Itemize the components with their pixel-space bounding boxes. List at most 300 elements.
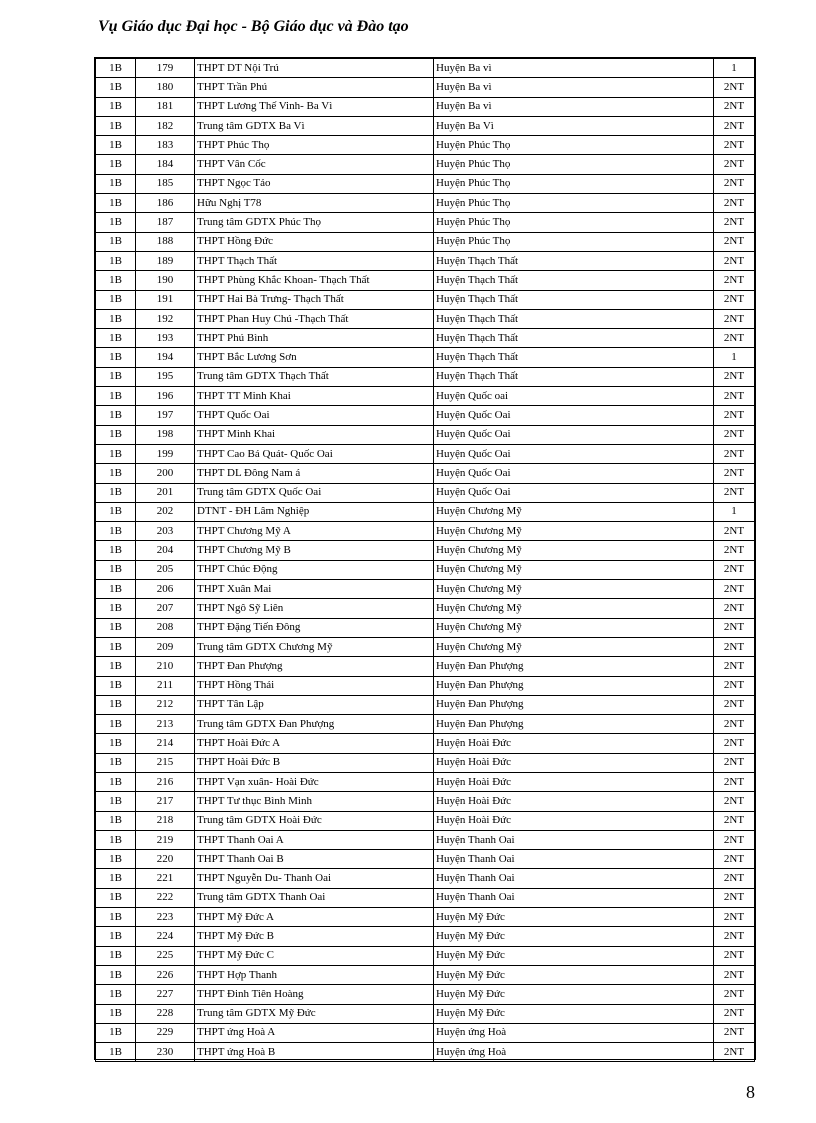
zone-cell: 2NT: [714, 1043, 755, 1062]
region-code-cell: 1B: [96, 251, 136, 270]
district-cell: Huyện Phúc Thọ: [434, 232, 714, 251]
school-name-cell: THPT Chúc Động: [195, 560, 434, 579]
table-row: [96, 444, 755, 463]
region-code-cell: 1B: [96, 78, 136, 97]
district-cell: Huyện Chương Mỹ: [434, 522, 714, 541]
school-name-cell: Trung tâm GDTX Quốc Oai: [195, 483, 434, 502]
zone-cell: 2NT: [714, 560, 755, 579]
school-name-cell: DTNT - ĐH Lâm Nghiệp: [195, 502, 434, 521]
school-code-cell: 181: [136, 97, 195, 116]
school-code-cell: 192: [136, 309, 195, 328]
zone-cell: 2NT: [714, 1004, 755, 1023]
zone-cell: 2NT: [714, 444, 755, 463]
school-code-cell: 196: [136, 387, 195, 406]
table-row: [96, 869, 755, 888]
school-name-cell: THPT Đinh Tiên Hoàng: [195, 985, 434, 1004]
school-code-cell: 218: [136, 811, 195, 830]
school-code-cell: 193: [136, 329, 195, 348]
table-row: [96, 78, 755, 97]
district-cell: Huyện Quốc oai: [434, 387, 714, 406]
school-code-cell: 214: [136, 734, 195, 753]
district-cell: Huyện Chương Mỹ: [434, 599, 714, 618]
table-row: [96, 483, 755, 502]
table-row: [96, 271, 755, 290]
school-name-cell: THPT DT Nội Trú: [195, 59, 434, 78]
school-code-cell: 215: [136, 753, 195, 772]
school-name-cell: THPT ứng Hoà A: [195, 1023, 434, 1042]
region-code-cell: 1B: [96, 618, 136, 637]
school-code-cell: 185: [136, 174, 195, 193]
zone-cell: 2NT: [714, 830, 755, 849]
zone-cell: 2NT: [714, 425, 755, 444]
table-row: [96, 174, 755, 193]
zone-cell: 2NT: [714, 406, 755, 425]
zone-cell: 2NT: [714, 97, 755, 116]
region-code-cell: 1B: [96, 425, 136, 444]
region-code-cell: 1B: [96, 657, 136, 676]
school-name-cell: THPT Cao Bá Quát- Quốc Oai: [195, 444, 434, 463]
table-row: [96, 830, 755, 849]
school-name-cell: THPT Mỹ Đức B: [195, 927, 434, 946]
school-code-cell: 225: [136, 946, 195, 965]
table-row: [96, 97, 755, 116]
region-code-cell: 1B: [96, 155, 136, 174]
table-row: [96, 59, 755, 78]
zone-cell: 2NT: [714, 850, 755, 869]
school-name-cell: THPT Vạn xuân- Hoài Đức: [195, 772, 434, 791]
school-code-cell: 220: [136, 850, 195, 869]
table-row: [96, 541, 755, 560]
zone-cell: 2NT: [714, 213, 755, 232]
table-row: [96, 580, 755, 599]
zone-cell: 2NT: [714, 387, 755, 406]
district-cell: Huyện Chương Mỹ: [434, 560, 714, 579]
region-code-cell: 1B: [96, 927, 136, 946]
table-row: [96, 908, 755, 927]
region-code-cell: 1B: [96, 772, 136, 791]
district-cell: Huyện Đan Phượng: [434, 676, 714, 695]
region-code-cell: 1B: [96, 483, 136, 502]
zone-cell: 2NT: [714, 869, 755, 888]
district-cell: Huyện Mỹ Đức: [434, 1004, 714, 1023]
region-code-cell: 1B: [96, 213, 136, 232]
zone-cell: 2NT: [714, 753, 755, 772]
table-row: [96, 927, 755, 946]
region-code-cell: 1B: [96, 676, 136, 695]
school-code-cell: 205: [136, 560, 195, 579]
district-cell: Huyện Ba vì: [434, 97, 714, 116]
table-row: [96, 618, 755, 637]
school-name-cell: THPT Đan Phượng: [195, 657, 434, 676]
school-code-cell: 217: [136, 792, 195, 811]
district-cell: Huyện Quốc Oai: [434, 406, 714, 425]
table-row: [96, 290, 755, 309]
zone-cell: 2NT: [714, 541, 755, 560]
zone-cell: 2NT: [714, 657, 755, 676]
table-row: [96, 753, 755, 772]
zone-cell: 2NT: [714, 309, 755, 328]
zone-cell: 2NT: [714, 232, 755, 251]
region-code-cell: 1B: [96, 580, 136, 599]
table-row: [96, 1043, 755, 1062]
table-row: [96, 329, 755, 348]
region-code-cell: 1B: [96, 522, 136, 541]
school-name-cell: THPT Hoài Đức B: [195, 753, 434, 772]
district-cell: Huyện Phúc Thọ: [434, 136, 714, 155]
region-code-cell: 1B: [96, 637, 136, 656]
school-name-cell: THPT TT Minh Khai: [195, 387, 434, 406]
school-name-cell: THPT Trần Phú: [195, 78, 434, 97]
district-cell: Huyện Quốc Oai: [434, 483, 714, 502]
school-table-body: [96, 59, 755, 1062]
region-code-cell: 1B: [96, 309, 136, 328]
school-code-cell: 198: [136, 425, 195, 444]
school-name-cell: THPT Ngô Sỹ Liên: [195, 599, 434, 618]
school-name-cell: THPT Tân Lập: [195, 695, 434, 714]
region-code-cell: 1B: [96, 695, 136, 714]
zone-cell: 2NT: [714, 985, 755, 1004]
school-code-cell: 227: [136, 985, 195, 1004]
region-code-cell: 1B: [96, 811, 136, 830]
district-cell: Huyện Hoài Đức: [434, 734, 714, 753]
zone-cell: 1: [714, 59, 755, 78]
page-number: 8: [746, 1082, 755, 1102]
school-code-cell: 208: [136, 618, 195, 637]
school-code-cell: 180: [136, 78, 195, 97]
table-row: [96, 599, 755, 618]
district-cell: Huyện Hoài Đức: [434, 811, 714, 830]
zone-cell: 2NT: [714, 927, 755, 946]
zone-cell: 2NT: [714, 522, 755, 541]
region-code-cell: 1B: [96, 348, 136, 367]
school-name-cell: Trung tâm GDTX Hoài Đức: [195, 811, 434, 830]
district-cell: Huyện Thạch Thất: [434, 367, 714, 386]
school-name-cell: THPT Xuân Mai: [195, 580, 434, 599]
region-code-cell: 1B: [96, 946, 136, 965]
school-code-cell: 221: [136, 869, 195, 888]
district-cell: Huyện Mỹ Đức: [434, 985, 714, 1004]
district-cell: Huyện Phúc Thọ: [434, 194, 714, 213]
district-cell: Huyện Quốc Oai: [434, 464, 714, 483]
zone-cell: 2NT: [714, 1023, 755, 1042]
school-name-cell: THPT Đặng Tiến Đông: [195, 618, 434, 637]
district-cell: Huyện Chương Mỹ: [434, 618, 714, 637]
region-code-cell: 1B: [96, 387, 136, 406]
district-cell: Huyện Đan Phượng: [434, 657, 714, 676]
zone-cell: 2NT: [714, 116, 755, 135]
school-code-cell: 224: [136, 927, 195, 946]
school-name-cell: THPT Lương Thế Vinh- Ba Vì: [195, 97, 434, 116]
school-code-cell: 179: [136, 59, 195, 78]
zone-cell: 2NT: [714, 888, 755, 907]
zone-cell: 2NT: [714, 618, 755, 637]
district-cell: Huyện Quốc Oai: [434, 425, 714, 444]
region-code-cell: 1B: [96, 464, 136, 483]
school-code-cell: 182: [136, 116, 195, 135]
school-code-cell: 188: [136, 232, 195, 251]
district-cell: Huyện Đan Phượng: [434, 695, 714, 714]
school-name-cell: THPT Thanh Oai B: [195, 850, 434, 869]
district-cell: Huyện Ba vì: [434, 78, 714, 97]
region-code-cell: 1B: [96, 367, 136, 386]
school-code-cell: 194: [136, 348, 195, 367]
table-row: [96, 946, 755, 965]
table-row: [96, 657, 755, 676]
table-row: [96, 676, 755, 695]
region-code-cell: 1B: [96, 715, 136, 734]
school-name-cell: THPT Minh Khai: [195, 425, 434, 444]
school-name-cell: Trung tâm GDTX Thạch Thất: [195, 367, 434, 386]
school-code-cell: 199: [136, 444, 195, 463]
region-code-cell: 1B: [96, 541, 136, 560]
district-cell: Huyện Ba vì: [434, 59, 714, 78]
region-code-cell: 1B: [96, 116, 136, 135]
district-cell: Huyện Thạch Thất: [434, 271, 714, 290]
school-code-cell: 195: [136, 367, 195, 386]
district-cell: Huyện Mỹ Đức: [434, 927, 714, 946]
zone-cell: 2NT: [714, 329, 755, 348]
zone-cell: 2NT: [714, 251, 755, 270]
zone-cell: 2NT: [714, 271, 755, 290]
school-name-cell: Trung tâm GDTX Thanh Oai: [195, 888, 434, 907]
region-code-cell: 1B: [96, 1023, 136, 1042]
zone-cell: 2NT: [714, 637, 755, 656]
zone-cell: 2NT: [714, 464, 755, 483]
district-cell: Huyện Thanh Oai: [434, 869, 714, 888]
school-name-cell: THPT Phúc Thọ: [195, 136, 434, 155]
district-cell: Huyện Thạch Thất: [434, 329, 714, 348]
district-cell: Huyện Thanh Oai: [434, 888, 714, 907]
district-cell: Huyện Chương Mỹ: [434, 502, 714, 521]
table-row: [96, 734, 755, 753]
district-cell: Huyện Mỹ Đức: [434, 908, 714, 927]
region-code-cell: 1B: [96, 406, 136, 425]
table-row: [96, 232, 755, 251]
school-name-cell: THPT Phùng Khắc Khoan- Thạch Thất: [195, 271, 434, 290]
table-row: [96, 387, 755, 406]
school-code-cell: 204: [136, 541, 195, 560]
school-code-cell: 207: [136, 599, 195, 618]
table-row: [96, 560, 755, 579]
region-code-cell: 1B: [96, 444, 136, 463]
school-name-cell: THPT Hợp Thanh: [195, 965, 434, 984]
district-cell: Huyện Phúc Thọ: [434, 155, 714, 174]
school-code-cell: 189: [136, 251, 195, 270]
region-code-cell: 1B: [96, 599, 136, 618]
school-name-cell: THPT ứng Hoà B: [195, 1043, 434, 1062]
school-table: [94, 57, 756, 1060]
school-name-cell: THPT Thanh Oai A: [195, 830, 434, 849]
region-code-cell: 1B: [96, 830, 136, 849]
zone-cell: 2NT: [714, 811, 755, 830]
region-code-cell: 1B: [96, 194, 136, 213]
table-row: [96, 348, 755, 367]
table-row: [96, 792, 755, 811]
zone-cell: 2NT: [714, 155, 755, 174]
school-name-cell: THPT Phú Bình: [195, 329, 434, 348]
school-name-cell: Trung tâm GDTX Mỹ Đức: [195, 1004, 434, 1023]
school-name-cell: Trung tâm GDTX Ba Vì: [195, 116, 434, 135]
school-name-cell: THPT Mỹ Đức A: [195, 908, 434, 927]
table-row: [96, 985, 755, 1004]
district-cell: Huyện Quốc Oai: [434, 444, 714, 463]
zone-cell: 2NT: [714, 908, 755, 927]
region-code-cell: 1B: [96, 290, 136, 309]
table-row: [96, 1023, 755, 1042]
district-cell: Huyện Thạch Thất: [434, 290, 714, 309]
zone-cell: 2NT: [714, 483, 755, 502]
zone-cell: 2NT: [714, 174, 755, 193]
district-cell: Huyện Thanh Oai: [434, 830, 714, 849]
school-name-cell: Trung tâm GDTX Chương Mỹ: [195, 637, 434, 656]
school-code-cell: 201: [136, 483, 195, 502]
region-code-cell: 1B: [96, 753, 136, 772]
school-code-cell: 223: [136, 908, 195, 927]
school-name-cell: THPT Thạch Thất: [195, 251, 434, 270]
table-row: [96, 425, 755, 444]
region-code-cell: 1B: [96, 734, 136, 753]
district-cell: Huyện Ba Vì: [434, 116, 714, 135]
table-row: [96, 502, 755, 521]
region-code-cell: 1B: [96, 1004, 136, 1023]
zone-cell: 2NT: [714, 676, 755, 695]
school-name-cell: THPT Bắc Lương Sơn: [195, 348, 434, 367]
school-code-cell: 212: [136, 695, 195, 714]
school-code-cell: 211: [136, 676, 195, 695]
zone-cell: 2NT: [714, 734, 755, 753]
table-row: [96, 695, 755, 714]
table-row: [96, 1004, 755, 1023]
zone-cell: 2NT: [714, 715, 755, 734]
district-cell: Huyện Đan Phượng: [434, 715, 714, 734]
school-code-cell: 228: [136, 1004, 195, 1023]
school-code-cell: 222: [136, 888, 195, 907]
table-row: [96, 155, 755, 174]
region-code-cell: 1B: [96, 792, 136, 811]
school-code-cell: 183: [136, 136, 195, 155]
zone-cell: 2NT: [714, 367, 755, 386]
table-row: [96, 136, 755, 155]
school-name-cell: THPT Mỹ Đức C: [195, 946, 434, 965]
school-code-cell: 230: [136, 1043, 195, 1062]
school-name-cell: THPT Ngọc Tảo: [195, 174, 434, 193]
school-code-cell: 191: [136, 290, 195, 309]
school-name-cell: THPT Vân Cốc: [195, 155, 434, 174]
school-name-cell: THPT Phan Huy Chú -Thạch Thất: [195, 309, 434, 328]
table-row: [96, 522, 755, 541]
table-row: [96, 213, 755, 232]
region-code-cell: 1B: [96, 1043, 136, 1062]
region-code-cell: 1B: [96, 985, 136, 1004]
table-row: [96, 194, 755, 213]
zone-cell: 2NT: [714, 136, 755, 155]
school-code-cell: 229: [136, 1023, 195, 1042]
school-code-cell: 216: [136, 772, 195, 791]
school-code-cell: 209: [136, 637, 195, 656]
zone-cell: 2NT: [714, 580, 755, 599]
school-code-cell: 219: [136, 830, 195, 849]
school-code-cell: 197: [136, 406, 195, 425]
zone-cell: 2NT: [714, 599, 755, 618]
school-name-cell: THPT Hoài Đức A: [195, 734, 434, 753]
district-cell: Huyện Phúc Thọ: [434, 174, 714, 193]
school-code-cell: 190: [136, 271, 195, 290]
region-code-cell: 1B: [96, 965, 136, 984]
district-cell: Huyện Hoài Đức: [434, 792, 714, 811]
region-code-cell: 1B: [96, 502, 136, 521]
school-code-cell: 206: [136, 580, 195, 599]
school-code-cell: 187: [136, 213, 195, 232]
school-name-cell: THPT Chương Mỹ B: [195, 541, 434, 560]
school-code-cell: 184: [136, 155, 195, 174]
zone-cell: 1: [714, 502, 755, 521]
school-name-cell: THPT Hồng Thái: [195, 676, 434, 695]
school-name-cell: THPT Tư thục Bình Minh: [195, 792, 434, 811]
zone-cell: 2NT: [714, 695, 755, 714]
district-cell: Huyện Thạch Thất: [434, 251, 714, 270]
table-row: [96, 965, 755, 984]
region-code-cell: 1B: [96, 232, 136, 251]
table-row: [96, 850, 755, 869]
region-code-cell: 1B: [96, 174, 136, 193]
district-cell: Huyện Hoài Đức: [434, 753, 714, 772]
region-code-cell: 1B: [96, 888, 136, 907]
school-code-cell: 226: [136, 965, 195, 984]
table-row: [96, 406, 755, 425]
district-cell: Huyện Phúc Thọ: [434, 213, 714, 232]
zone-cell: 2NT: [714, 792, 755, 811]
district-cell: Huyện Thạch Thất: [434, 309, 714, 328]
region-code-cell: 1B: [96, 97, 136, 116]
school-code-cell: 186: [136, 194, 195, 213]
school-name-cell: Hữu Nghị T78: [195, 194, 434, 213]
school-name-cell: THPT Nguyễn Du- Thanh Oai: [195, 869, 434, 888]
zone-cell: 2NT: [714, 946, 755, 965]
table-row: [96, 715, 755, 734]
district-cell: Huyện ứng Hoà: [434, 1043, 714, 1062]
school-name-cell: THPT Quốc Oai: [195, 406, 434, 425]
district-cell: Huyện Chương Mỹ: [434, 541, 714, 560]
region-code-cell: 1B: [96, 560, 136, 579]
region-code-cell: 1B: [96, 271, 136, 290]
page-header-title: Vụ Giáo dục Đại học - Bộ Giáo dục và Đào tạo: [98, 18, 409, 35]
zone-cell: 2NT: [714, 965, 755, 984]
table-row: [96, 464, 755, 483]
region-code-cell: 1B: [96, 329, 136, 348]
school-name-cell: Trung tâm GDTX Phúc Thọ: [195, 213, 434, 232]
table-row: [96, 888, 755, 907]
region-code-cell: 1B: [96, 869, 136, 888]
district-cell: Huyện ứng Hoà: [434, 1023, 714, 1042]
table-row: [96, 116, 755, 135]
zone-cell: 2NT: [714, 78, 755, 97]
district-cell: Huyện Thạch Thất: [434, 348, 714, 367]
school-name-cell: Trung tâm GDTX Đan Phượng: [195, 715, 434, 734]
school-name-cell: THPT Hồng Đức: [195, 232, 434, 251]
table-row: [96, 367, 755, 386]
district-cell: Huyện Chương Mỹ: [434, 637, 714, 656]
region-code-cell: 1B: [96, 136, 136, 155]
district-cell: Huyện Chương Mỹ: [434, 580, 714, 599]
school-name-cell: THPT DL Đông Nam á: [195, 464, 434, 483]
table-row: [96, 309, 755, 328]
school-code-cell: 213: [136, 715, 195, 734]
school-name-cell: THPT Hai Bà Trưng- Thạch Thất: [195, 290, 434, 309]
zone-cell: 2NT: [714, 194, 755, 213]
school-code-cell: 202: [136, 502, 195, 521]
region-code-cell: 1B: [96, 59, 136, 78]
table-row: [96, 811, 755, 830]
